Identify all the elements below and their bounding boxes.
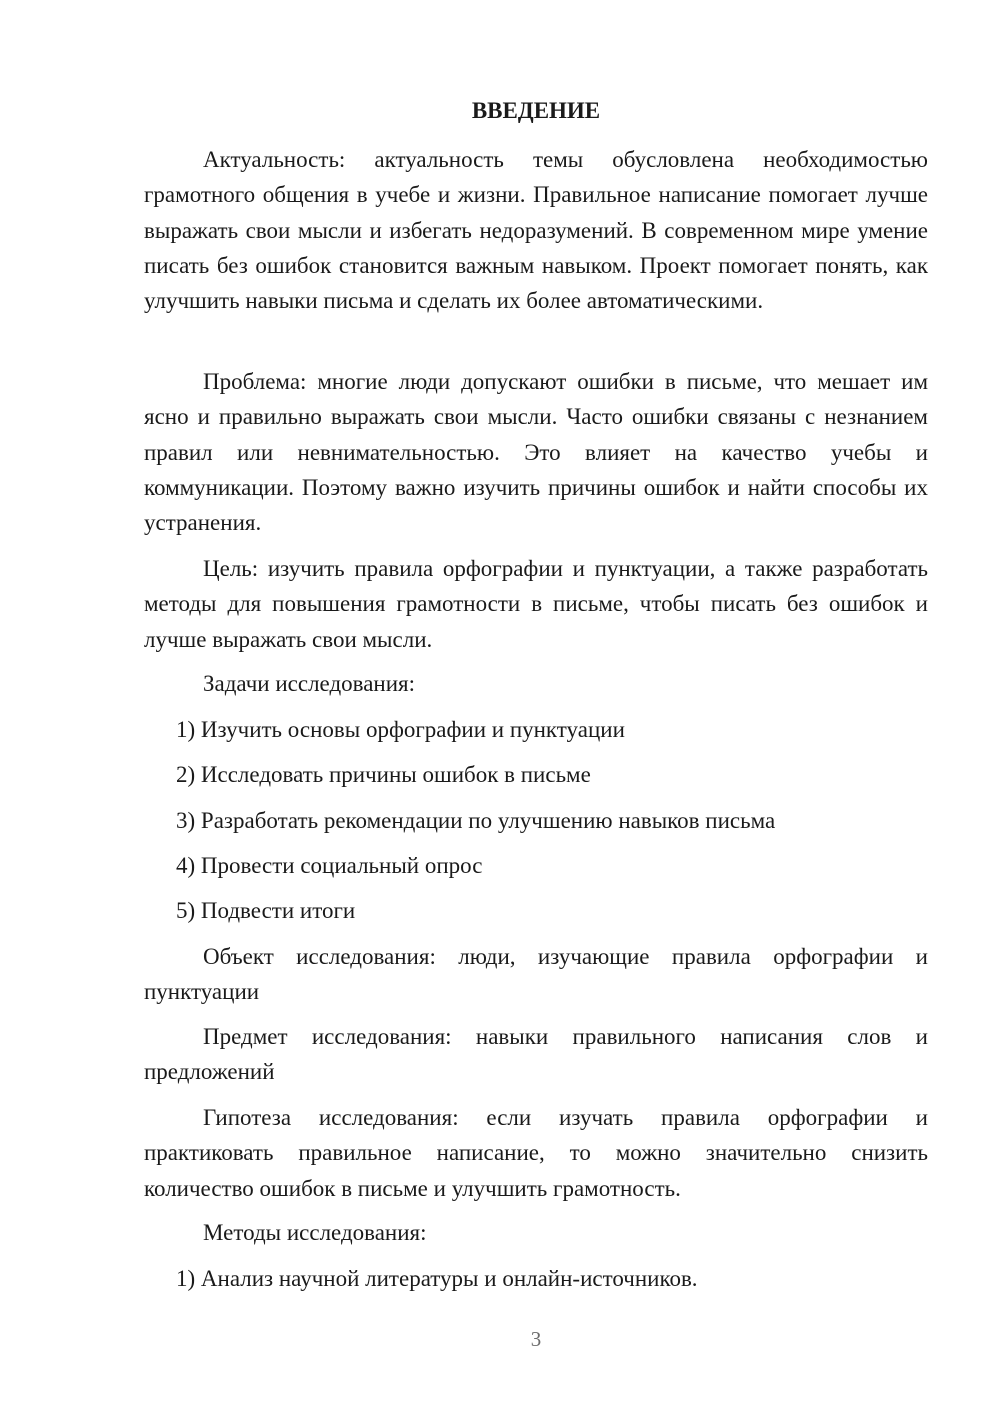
hypothesis-paragraph: Гипотеза исследования: если изучать правила орфографии и практиковать правильное написание, то можно значительно снизить количество ошибок в письме и улучшить грамотность. [144,1105,928,1201]
task-item: 5) Подвести итоги [176,898,356,923]
method-item: 1) Анализ научной литературы и онлайн-источников. [176,1266,698,1291]
methods-title: Методы исследования: [203,1220,427,1245]
page-number: 3 [530,1327,542,1351]
goal-paragraph: Цель: изучить правила орфографии и пунктуации, а также разработать методы для повышения грамотности в письме, чтобы писать без ошибок и лучше выражать свои мысли. [144,556,928,652]
object-paragraph: Объект исследования: люди, изучающие правила орфографии и пунктуации [144,944,928,1005]
task-item: 3) Разработать рекомендации по улучшению навыков письма [176,808,776,833]
task-item: 2) Исследовать причины ошибок в письме [176,762,591,787]
task-item: 1) Изучить основы орфографии и пунктуации [176,717,625,742]
problem-paragraph: Проблема: многие люди допускают ошибки в письме, что мешает им ясно и правильно выражать свои мысли. Часто ошибки связаны с незнанием правил или невнимательностью. Это влияет на качество учебы и коммуникации. Поэтому важно изучить причины ошибок и найти способы их устранения. [144,369,928,536]
section-heading: ВВЕДЕНИЕ [471,98,601,123]
subject-paragraph: Предмет исследования: навыки правильного написания слов и предложений [144,1024,928,1085]
tasks-title: Задачи исследования: [203,671,416,696]
relevance-paragraph: Актуальность: актуальность темы обусловлена необходимостью грамотного общения в учебе и жизни. Правильное написание помогает лучше выражать свои мысли и избегать недоразумений. В современном мире умение писать без ошибок становится важным навыком. Проект помогает понять, как улучшить навыки письма и сделать их более автоматическими. [144,147,928,314]
task-item: 4) Провести социальный опрос [176,853,483,878]
